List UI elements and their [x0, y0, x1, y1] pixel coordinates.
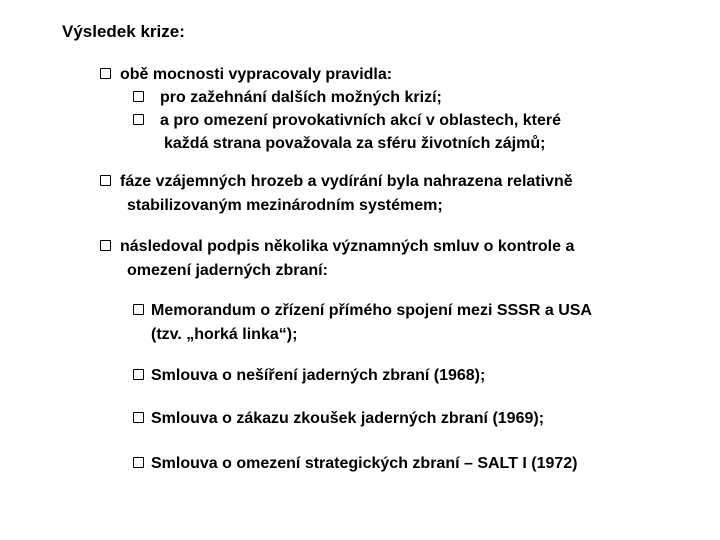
bullet-line: a pro omezení provokativních akcí v oblastech, které: [160, 112, 562, 129]
checkbox-bullet-icon: [133, 304, 144, 315]
bullet-item: [100, 170, 660, 218]
bullet-line: obě mocnosti vypracovaly pravidla:: [120, 66, 393, 83]
checkbox-bullet-icon: [133, 457, 144, 468]
bullet-line: Smlouva o omezení strategických zbraní – SALT I (1972): [151, 455, 578, 472]
treaty-item: [133, 407, 693, 431]
bullet-item: [100, 63, 660, 87]
checkbox-bullet-icon: [100, 68, 111, 79]
bullet-text: [133, 109, 653, 155]
checkbox-bullet-icon: [100, 240, 111, 251]
bullet-text: [133, 452, 693, 476]
bullet-line: (tzv. „horká linka“);: [151, 326, 298, 343]
bullet-text: [133, 86, 653, 110]
bullet-line: Smlouva o zákazu zkoušek jaderných zbraní (1969);: [151, 410, 545, 427]
bullet-text: [133, 299, 693, 347]
bullet-item: [100, 235, 660, 283]
bullet-text: [100, 63, 660, 87]
treaty-item: [133, 452, 693, 476]
bullet-text: [133, 364, 693, 388]
bullet-line: Smlouva o nešíření jaderných zbraní (1968);: [151, 367, 486, 384]
slide-title: Výsledek krize:: [62, 22, 185, 41]
sub-bullet-item: [133, 86, 653, 110]
bullet-line: každá strana považovala za sféru životních zájmů;: [164, 135, 546, 152]
treaty-item: [133, 299, 693, 347]
bullet-line: pro zažehnání dalších možných krizí;: [160, 89, 442, 106]
checkbox-bullet-icon: [133, 369, 144, 380]
bullet-text: [100, 235, 660, 283]
bullet-line: stabilizovaným mezinárodním systémem;: [127, 197, 443, 214]
sub-bullet-item: [133, 109, 653, 155]
bullet-line: Memorandum o zřízení přímého spojení mezi SSSR a USA: [151, 302, 592, 319]
checkbox-bullet-icon: [133, 114, 144, 125]
bullet-text: [100, 170, 660, 218]
treaty-item: [133, 364, 693, 388]
bullet-line: omezení jaderných zbraní:: [127, 262, 328, 279]
checkbox-bullet-icon: [100, 175, 111, 186]
bullet-line: následoval podpis několika významných smluv o kontrole a: [120, 238, 575, 255]
checkbox-bullet-icon: [133, 91, 144, 102]
checkbox-bullet-icon: [133, 412, 144, 423]
bullet-line: fáze vzájemných hrozeb a vydírání byla nahrazena relativně: [120, 173, 573, 190]
bullet-text: [133, 407, 693, 431]
